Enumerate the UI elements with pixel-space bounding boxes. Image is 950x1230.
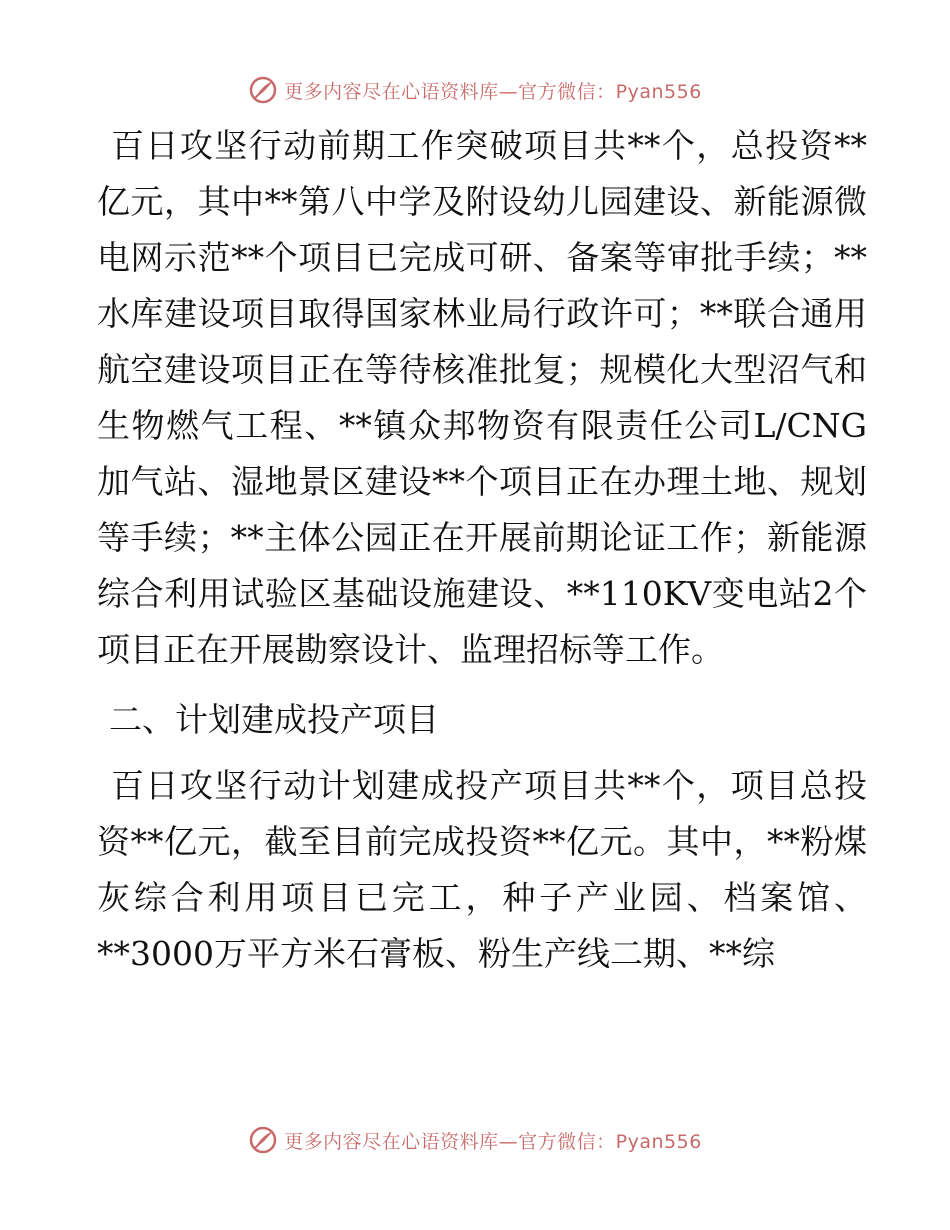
document-body — [97, 118, 867, 982]
watermark-text: 更多内容尽在心语资料库—官方微信：Pyan556 — [284, 1130, 702, 1153]
feather-pen-logo-icon — [248, 1125, 278, 1155]
feather-pen-logo-icon — [248, 75, 278, 105]
watermark-text: 更多内容尽在心语资料库—官方微信：Pyan556 — [284, 80, 702, 103]
section-heading-2: 二、计划建成投产项目 — [109, 700, 439, 739]
paragraph-2: 百日攻坚行动计划建成投产项目共**个，项目总投资**亿元，截至目前完成投资**亿元。其中，**粉煤灰综合利用项目已完工，种子产业园、档案馆、**3000万平方米石膏板、粉生产线二期、**综 — [97, 766, 867, 973]
watermark-footer — [0, 1120, 950, 1160]
paragraph-1: 百日攻坚行动前期工作突破项目共**个，总投资**亿元，其中**第八中学及附设幼儿园建设、新能源微电网示范**个项目已完成可研、备案等审批手续；**水库建设项目取得国家林业局行政许可；**联合通用航空建设项目正在等待核准批复；规模化大型沼气和生物燃气工程、**镇众邦物资有限责任公司L/CNG加气站、湿地景区建设**个项目正在办理土地、规划等手续；**主体公园正在开展前期论证工作；新能源综合利用试验区基础设施建设、**110KV变电站2个项目正在开展勘察设计、监理招标等工作。 — [97, 126, 867, 669]
watermark-header — [0, 70, 950, 110]
